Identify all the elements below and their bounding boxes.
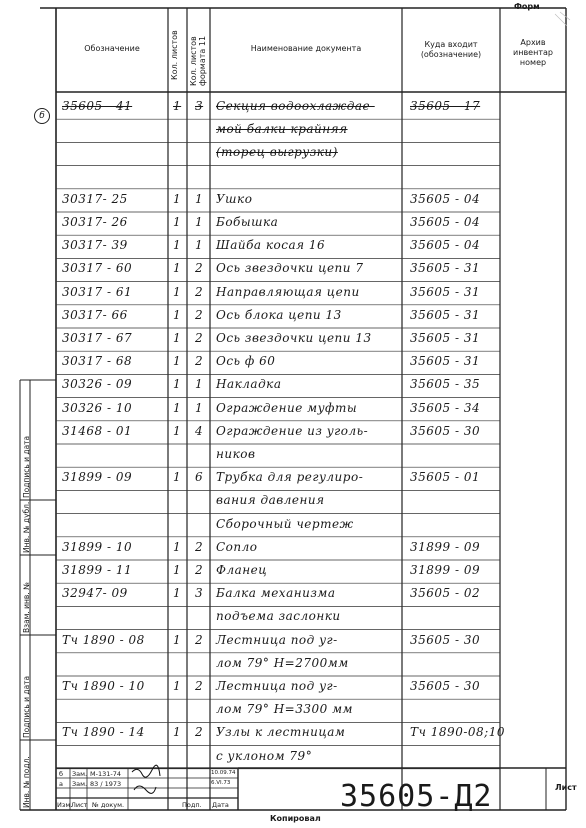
- row-format: 3: [195, 586, 204, 601]
- rev-1-c3: М-131-74: [90, 770, 121, 778]
- row-sheets: 1: [173, 354, 182, 369]
- row-designation: 31899 - 09: [62, 470, 133, 485]
- row-name: вания давления: [216, 493, 325, 508]
- row-sheets: 1: [173, 539, 182, 554]
- tb-label-podp: Подп.: [182, 801, 202, 809]
- row-sheets: 1: [173, 400, 182, 415]
- row-sheets: 1: [173, 238, 182, 253]
- header-where: Куда входит (обозначение): [420, 40, 482, 59]
- row-name: Ушко: [216, 191, 253, 206]
- tb-label-izm: Изм.: [57, 801, 73, 809]
- row-where: 35605 - 31: [410, 331, 481, 345]
- row-name: Ось блока цепи 13: [216, 307, 342, 322]
- row-name: лом 79° H=3300 мм: [216, 702, 353, 717]
- row-sheets: 1: [173, 191, 182, 206]
- row-format: 2: [195, 539, 204, 554]
- row-sheets: 1: [173, 377, 182, 392]
- row-format: 1: [195, 191, 204, 206]
- rev-2-c1: а: [59, 780, 63, 788]
- row-name: лом 79° H=2700мм: [216, 655, 349, 670]
- row-name: ников: [216, 447, 256, 461]
- row-designation: 30317- 26: [62, 215, 128, 229]
- row-format: 2: [195, 284, 204, 299]
- row-designation: 30317- 66: [62, 307, 128, 322]
- document-code: 35605-Д2: [340, 779, 493, 814]
- row-designation: Тч 1890 - 08: [62, 632, 145, 647]
- row-sheets: 1: [173, 307, 182, 322]
- row-name: подъема заслонки: [216, 609, 341, 624]
- row-name: с уклоном 79°: [216, 748, 313, 763]
- row-where: 35605 - 30: [410, 679, 481, 693]
- row-sheets: 1: [173, 99, 182, 113]
- row-name: Бобышка: [216, 215, 279, 229]
- row-format: 3: [195, 99, 204, 113]
- rev-2-c3: 83 / 1973: [90, 780, 122, 788]
- row-format: 1: [195, 215, 204, 229]
- rev-1-c5: 10.09.74: [211, 770, 236, 776]
- row-name: (торец выгрузки): [216, 145, 338, 160]
- row-sheets: 1: [173, 632, 182, 647]
- header-format: Кол. листов формата 11: [189, 35, 207, 86]
- row-name: Трубка для регулиро-: [216, 470, 364, 485]
- row-name: Лестница под уг-: [216, 632, 338, 647]
- tb-label-data: Дата: [212, 801, 229, 809]
- row-designation: 30326 - 10: [62, 400, 133, 415]
- row-designation: 30317- 25: [62, 191, 128, 206]
- row-where: 35605 - 02: [410, 586, 481, 601]
- row-format: 2: [195, 563, 204, 577]
- row-format: 2: [195, 725, 204, 740]
- row-sheets: 1: [173, 215, 182, 229]
- row-sheets: 1: [173, 331, 182, 345]
- row-where: 31899 - 09: [410, 563, 481, 577]
- row-format: 1: [195, 400, 204, 415]
- row-where: 35605 - 35: [410, 377, 481, 392]
- row-designation: 31899 - 10: [62, 539, 133, 554]
- row-where: 35605 - 04: [410, 238, 481, 253]
- side-inv-dubl: Инв. № дубл.: [22, 501, 31, 553]
- row-sheets: 1: [173, 423, 182, 438]
- header-sheets: Кол. листов: [170, 30, 179, 80]
- row-where: 35605 - 17: [410, 99, 481, 113]
- row-where: 35605 - 34: [410, 400, 481, 415]
- row-designation: 35605 - 41: [62, 99, 133, 113]
- row-name: Лестница под уг-: [216, 679, 338, 693]
- row-name: Узлы к лестницам: [216, 725, 346, 740]
- row-designation: 31899 - 11: [62, 563, 133, 577]
- row-designation: 30317 - 61: [62, 284, 133, 299]
- row-format: 2: [195, 679, 204, 693]
- row-designation: Тч 1890 - 14: [62, 725, 145, 740]
- row-name: мой балки крайняя: [216, 122, 348, 137]
- row-sheets: 1: [173, 725, 182, 740]
- row-where: 35605 - 04: [410, 215, 481, 229]
- row-designation: 31468 - 01: [62, 423, 133, 438]
- side-vzam-inv: Взам. инв. №: [22, 582, 31, 633]
- tb-label-doc: № докум.: [92, 801, 125, 809]
- row-where: 35605 - 31: [410, 284, 481, 299]
- row-designation: 30317- 39: [62, 238, 128, 253]
- row-designation: 30317 - 60: [62, 261, 133, 276]
- row-name: Шайба косая 16: [216, 238, 326, 253]
- rev-2-c2: Зам.: [72, 780, 88, 788]
- row-format: 4: [195, 423, 204, 438]
- row-format: 2: [195, 632, 204, 647]
- row-format: 2: [195, 354, 204, 369]
- side-inv-podl: Инв. № подл.: [22, 756, 31, 808]
- row-name: Направляющая цепи: [216, 284, 360, 299]
- row-where: 35605 - 31: [410, 307, 481, 322]
- header-designation: Обозначение: [84, 44, 140, 53]
- row-designation: 32947- 09: [62, 586, 128, 601]
- row-where: 35605 - 30: [410, 423, 481, 438]
- header-name: Наименование документа: [250, 44, 362, 53]
- header-archive: Архив инвентар номер: [513, 38, 553, 67]
- row-sheets: 1: [173, 470, 182, 485]
- row-designation: 30317 - 67: [62, 331, 133, 345]
- row-format: 2: [195, 307, 204, 322]
- row-name: Ось звездочки цепи 13: [216, 331, 372, 345]
- row-name: Сборочный чертеж: [216, 516, 354, 531]
- side-podpis-data-1: Подпись и дата: [22, 675, 31, 738]
- row-name: Ось ф 60: [216, 354, 276, 369]
- row-name: Сопло: [216, 539, 258, 554]
- row-designation: 30326 - 09: [62, 377, 133, 392]
- row-format: 2: [195, 331, 204, 345]
- row-format: 2: [195, 261, 204, 276]
- row-where: 35605 - 31: [410, 261, 481, 276]
- row-designation: Тч 1890 - 10: [62, 679, 145, 693]
- row-sheets: 1: [173, 284, 182, 299]
- row-format: 6: [195, 470, 204, 485]
- row-format: 1: [195, 377, 204, 392]
- side-podpis-data-2: Подпись и дата: [22, 435, 31, 498]
- row-name: Балка механизма: [216, 586, 336, 601]
- row-sheets: 1: [173, 261, 182, 276]
- row-sheets: 1: [173, 586, 182, 601]
- row-format: 1: [195, 238, 204, 253]
- row-name: Фланец: [216, 563, 268, 577]
- row-where: Тч 1890-08;10: [410, 725, 505, 740]
- row-name: Ось звездочки цепи 7: [216, 261, 364, 276]
- row-where: 35605 - 01: [410, 470, 481, 485]
- row-sheets: 1: [173, 563, 182, 577]
- form-label: Форм: [514, 2, 540, 11]
- rev-1-c1: б: [59, 770, 64, 778]
- row-name: Секция водоохлаждае-: [216, 99, 375, 113]
- row-name: Ограждение из уголь-: [216, 423, 369, 438]
- row-name: Накладка: [216, 377, 282, 392]
- row-designation: 30317 - 68: [62, 354, 133, 369]
- revision-mark: б: [34, 108, 50, 124]
- sheet-label: Лист: [555, 783, 577, 792]
- copied-by-label: Копировал: [270, 814, 321, 823]
- row-name: Ограждение муфты: [216, 400, 358, 415]
- row-where: 35605 - 31: [410, 354, 481, 369]
- tb-label-list: Лист: [71, 801, 88, 809]
- row-where: 31899 - 09: [410, 539, 481, 554]
- row-where: 35605 - 30: [410, 632, 481, 647]
- rev-1-c2: Зам.: [72, 770, 88, 778]
- row-where: 35605 - 04: [410, 191, 481, 206]
- row-sheets: 1: [173, 679, 182, 693]
- rev-2-c5: 6.VI.73: [211, 780, 231, 786]
